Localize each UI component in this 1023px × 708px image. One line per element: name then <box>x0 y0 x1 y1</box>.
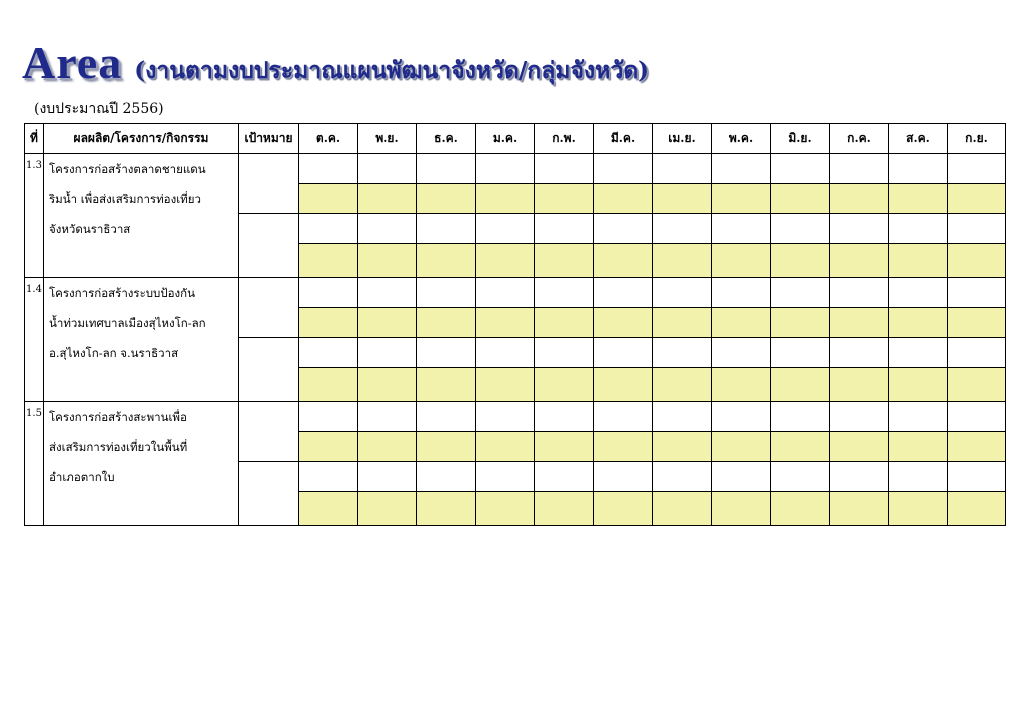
month-plan-cell <box>653 338 712 368</box>
column-header-month-jul: ก.ค. <box>830 124 889 154</box>
month-plan-cell <box>948 154 1006 184</box>
project-name <box>44 402 239 526</box>
target-cell <box>239 338 299 402</box>
month-plan-cell <box>830 338 889 368</box>
month-actual-cell <box>653 432 712 462</box>
month-plan-cell <box>830 214 889 244</box>
month-actual-cell <box>889 184 948 214</box>
month-actual-cell <box>417 244 476 278</box>
month-plan-cell <box>299 278 358 308</box>
month-actual-cell <box>830 184 889 214</box>
month-actual-cell <box>653 308 712 338</box>
month-plan-cell <box>476 154 535 184</box>
month-actual-cell <box>771 432 830 462</box>
project-name-line: ส่งเสริมการท่องเที่ยวในพื้นที่ <box>49 440 188 454</box>
column-header-month-aug: ส.ค. <box>889 124 948 154</box>
column-header-month-sep: ก.ย. <box>948 124 1006 154</box>
month-actual-cell <box>889 244 948 278</box>
month-actual-cell <box>358 308 417 338</box>
month-actual-cell <box>712 492 771 526</box>
month-actual-cell <box>476 184 535 214</box>
month-plan-cell <box>653 462 712 492</box>
month-actual-cell <box>653 184 712 214</box>
month-actual-cell <box>594 184 653 214</box>
month-plan-cell <box>712 462 771 492</box>
month-plan-cell <box>358 338 417 368</box>
month-plan-cell <box>830 278 889 308</box>
month-plan-cell <box>476 402 535 432</box>
month-plan-cell <box>299 402 358 432</box>
month-plan-cell <box>771 214 830 244</box>
month-plan-cell <box>476 214 535 244</box>
month-actual-cell <box>417 368 476 402</box>
month-actual-cell <box>830 368 889 402</box>
project-name-line: ริมน้ำ เพื่อส่งเสริมการท่องเที่ยว <box>49 192 201 206</box>
month-plan-cell <box>712 402 771 432</box>
column-header-month-mar: มี.ค. <box>594 124 653 154</box>
month-plan-cell <box>358 154 417 184</box>
month-actual-cell <box>299 432 358 462</box>
month-actual-cell <box>358 244 417 278</box>
month-actual-cell <box>535 184 594 214</box>
month-actual-cell <box>712 308 771 338</box>
month-plan-cell <box>594 402 653 432</box>
month-plan-cell <box>830 402 889 432</box>
month-plan-cell <box>948 462 1006 492</box>
month-actual-cell <box>948 368 1006 402</box>
month-plan-cell <box>712 214 771 244</box>
month-plan-cell <box>653 278 712 308</box>
month-plan-cell <box>476 462 535 492</box>
project-name-line: โครงการก่อสร้างสะพานเพื่อ <box>49 410 187 424</box>
month-plan-cell <box>358 214 417 244</box>
month-actual-cell <box>653 492 712 526</box>
month-plan-cell <box>771 278 830 308</box>
month-actual-cell <box>417 432 476 462</box>
row-number: 1.5 <box>25 402 44 526</box>
month-actual-cell <box>889 308 948 338</box>
month-actual-cell <box>299 244 358 278</box>
month-actual-cell <box>476 244 535 278</box>
column-header-month-jan: ม.ค. <box>476 124 535 154</box>
project-name-line: น้ำท่วมเทศบาลเมืองสุไหงโก-ลก <box>49 316 206 330</box>
month-actual-cell <box>948 432 1006 462</box>
page-title-main: Area <box>22 37 123 88</box>
month-plan-cell <box>535 278 594 308</box>
month-plan-cell <box>948 338 1006 368</box>
column-header-month-nov: พ.ย. <box>358 124 417 154</box>
month-actual-cell <box>535 308 594 338</box>
month-plan-cell <box>594 338 653 368</box>
month-plan-cell <box>358 462 417 492</box>
month-actual-cell <box>476 432 535 462</box>
month-actual-cell <box>535 244 594 278</box>
table-row-plan <box>25 278 1006 308</box>
project-name-line: อ.สุไหงโก-ลก จ.นราธิวาส <box>49 346 179 360</box>
month-plan-cell <box>417 214 476 244</box>
month-plan-cell <box>830 462 889 492</box>
month-actual-cell <box>771 492 830 526</box>
target-cell <box>239 462 299 526</box>
month-actual-cell <box>594 432 653 462</box>
column-header-no: ที่ <box>25 124 44 154</box>
month-plan-cell <box>535 402 594 432</box>
month-actual-cell <box>358 368 417 402</box>
month-plan-cell <box>712 154 771 184</box>
month-plan-cell <box>594 462 653 492</box>
month-actual-cell <box>358 492 417 526</box>
month-plan-cell <box>889 402 948 432</box>
month-actual-cell <box>889 368 948 402</box>
column-header-month-oct: ต.ค. <box>299 124 358 154</box>
project-name-line: โครงการก่อสร้างตลาดชายแดน <box>49 162 206 176</box>
column-header-month-feb: ก.พ. <box>535 124 594 154</box>
month-actual-cell <box>712 368 771 402</box>
page-title <box>22 36 649 90</box>
work-plan-table <box>24 123 1006 526</box>
month-actual-cell <box>299 308 358 338</box>
month-plan-cell <box>299 154 358 184</box>
page-title-subtitle: (งานตามงบประมาณแผนพัฒนาจังหวัด/กลุ่มจังหวัด) <box>134 57 650 84</box>
target-cell <box>239 402 299 462</box>
month-actual-cell <box>771 308 830 338</box>
month-plan-cell <box>594 154 653 184</box>
table-row-plan <box>25 154 1006 184</box>
month-actual-cell <box>299 184 358 214</box>
month-plan-cell <box>535 338 594 368</box>
project-name-line: อำเภอตากใบ <box>49 470 115 484</box>
month-plan-cell <box>712 338 771 368</box>
month-actual-cell <box>594 368 653 402</box>
month-plan-cell <box>653 402 712 432</box>
month-plan-cell <box>948 278 1006 308</box>
month-plan-cell <box>948 214 1006 244</box>
month-plan-cell <box>653 214 712 244</box>
month-plan-cell <box>535 462 594 492</box>
month-actual-cell <box>594 244 653 278</box>
column-header-month-may: พ.ค. <box>712 124 771 154</box>
month-actual-cell <box>830 308 889 338</box>
month-actual-cell <box>830 492 889 526</box>
month-actual-cell <box>653 368 712 402</box>
month-plan-cell <box>417 278 476 308</box>
month-plan-cell <box>417 402 476 432</box>
month-plan-cell <box>535 154 594 184</box>
month-actual-cell <box>712 432 771 462</box>
month-actual-cell <box>830 244 889 278</box>
target-cell <box>239 214 299 278</box>
table-header-row <box>25 124 1006 154</box>
table-row-plan <box>25 402 1006 432</box>
month-actual-cell <box>358 432 417 462</box>
month-actual-cell <box>594 492 653 526</box>
column-header-target: เป้าหมาย <box>239 124 299 154</box>
month-plan-cell <box>771 402 830 432</box>
month-plan-cell <box>358 278 417 308</box>
month-plan-cell <box>417 462 476 492</box>
month-plan-cell <box>771 462 830 492</box>
target-cell <box>239 278 299 338</box>
month-plan-cell <box>476 278 535 308</box>
month-actual-cell <box>653 244 712 278</box>
month-plan-cell <box>299 338 358 368</box>
month-actual-cell <box>535 432 594 462</box>
month-actual-cell <box>535 368 594 402</box>
month-actual-cell <box>299 492 358 526</box>
month-actual-cell <box>417 308 476 338</box>
month-plan-cell <box>889 214 948 244</box>
project-name-line: จังหวัดนราธิวาส <box>49 222 131 236</box>
month-plan-cell <box>771 154 830 184</box>
month-actual-cell <box>771 244 830 278</box>
table-body <box>25 154 1006 526</box>
month-plan-cell <box>889 338 948 368</box>
month-actual-cell <box>948 308 1006 338</box>
row-number: 1.3 <box>25 154 44 278</box>
column-header-project: ผลผลิต/โครงการ/กิจกรรม <box>44 124 239 154</box>
month-actual-cell <box>771 184 830 214</box>
column-header-month-jun: มิ.ย. <box>771 124 830 154</box>
month-actual-cell <box>299 368 358 402</box>
month-plan-cell <box>712 278 771 308</box>
month-plan-cell <box>889 462 948 492</box>
month-plan-cell <box>889 154 948 184</box>
month-actual-cell <box>476 492 535 526</box>
month-actual-cell <box>889 432 948 462</box>
month-actual-cell <box>948 244 1006 278</box>
column-header-month-dec: ธ.ค. <box>417 124 476 154</box>
month-plan-cell <box>535 214 594 244</box>
month-actual-cell <box>889 492 948 526</box>
month-actual-cell <box>358 184 417 214</box>
budget-year-label: (งบประมาณปี 2556) <box>34 101 164 117</box>
month-actual-cell <box>948 492 1006 526</box>
month-plan-cell <box>299 462 358 492</box>
month-actual-cell <box>830 432 889 462</box>
month-plan-cell <box>476 338 535 368</box>
month-plan-cell <box>417 154 476 184</box>
month-plan-cell <box>653 154 712 184</box>
month-actual-cell <box>476 368 535 402</box>
month-plan-cell <box>594 278 653 308</box>
project-name <box>44 154 239 278</box>
month-plan-cell <box>948 402 1006 432</box>
month-plan-cell <box>299 214 358 244</box>
month-actual-cell <box>712 244 771 278</box>
month-plan-cell <box>594 214 653 244</box>
month-actual-cell <box>417 184 476 214</box>
month-actual-cell <box>712 184 771 214</box>
month-plan-cell <box>830 154 889 184</box>
month-actual-cell <box>535 492 594 526</box>
month-plan-cell <box>417 338 476 368</box>
month-actual-cell <box>948 184 1006 214</box>
project-name <box>44 278 239 402</box>
month-plan-cell <box>889 278 948 308</box>
month-actual-cell <box>476 308 535 338</box>
month-actual-cell <box>771 368 830 402</box>
month-plan-cell <box>771 338 830 368</box>
month-actual-cell <box>417 492 476 526</box>
column-header-month-apr: เม.ย. <box>653 124 712 154</box>
target-cell <box>239 154 299 214</box>
month-actual-cell <box>594 308 653 338</box>
row-number: 1.4 <box>25 278 44 402</box>
month-plan-cell <box>358 402 417 432</box>
project-name-line: โครงการก่อสร้างระบบป้องกัน <box>49 286 195 300</box>
